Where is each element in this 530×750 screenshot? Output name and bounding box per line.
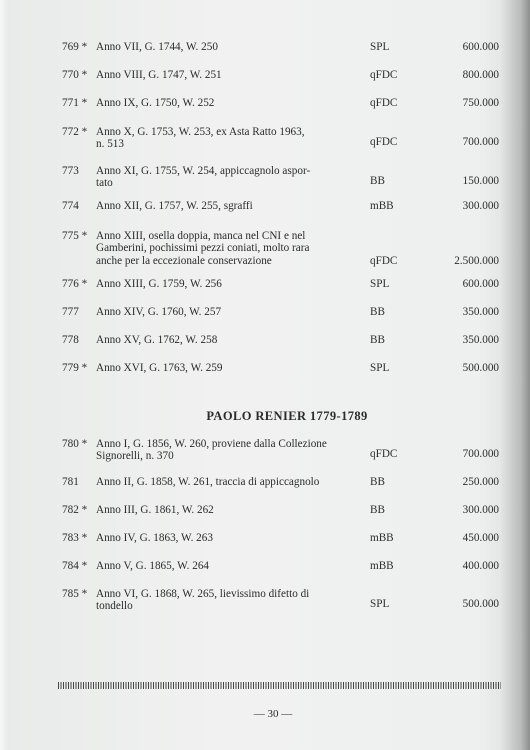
- lot-number: 781: [62, 476, 79, 488]
- lot-number: 769 *: [62, 41, 88, 53]
- lot-grade: mBB: [370, 200, 394, 212]
- lot-description-line: Anno IV, G. 1863, W. 263: [96, 532, 213, 544]
- lot-number: 785 *: [62, 588, 88, 600]
- lot-price: 250.000: [462, 476, 499, 488]
- lot-description-line: tondello: [96, 600, 133, 613]
- lot-number: 777: [62, 306, 79, 318]
- lot-price: 700.000: [462, 136, 499, 148]
- lot-description-line: Anno XIII, osella doppia, manca nel CNI e nel: [96, 230, 306, 242]
- lot-description-line: Signorelli, n. 370: [96, 450, 174, 463]
- lot-description-line: n. 513: [96, 138, 124, 151]
- lot-number: 771 *: [62, 97, 88, 109]
- lot-grade: SPL: [370, 278, 390, 290]
- lot-number: 772 *: [62, 126, 88, 138]
- lot-price: 350.000: [462, 306, 499, 318]
- lot-number: 773: [62, 165, 79, 177]
- lot-price: 350.000: [462, 334, 499, 346]
- lot-price: 700.000: [462, 448, 499, 460]
- lot-number: 780 *: [62, 438, 88, 450]
- lot-number: 784 *: [62, 560, 88, 572]
- lot-number: 774: [62, 200, 79, 212]
- lot-description: [96, 504, 341, 516]
- lot-number: 779 *: [62, 362, 88, 374]
- lot-price: 150.000: [462, 175, 499, 187]
- lot-description-line: anche per la eccezionale conservazione: [96, 254, 272, 267]
- lot-description-line: Anno IX, G. 1750, W. 252: [96, 97, 215, 109]
- lot-price: 2.500.000: [454, 255, 499, 267]
- lot-description: [96, 200, 341, 212]
- lot-description-line: Gamberini, pochissimi pezzi coniati, molto rara: [96, 242, 310, 255]
- lot-grade: mBB: [370, 560, 394, 572]
- lot-price: 750.000: [462, 97, 499, 109]
- lot-price: 450.000: [462, 532, 499, 544]
- catalog-page: [10, 0, 530, 750]
- lot-price: 300.000: [462, 200, 499, 212]
- lot-grade: qFDC: [370, 69, 398, 81]
- lot-description: [96, 438, 341, 463]
- lot-description: [96, 560, 341, 572]
- lot-number: 775 *: [62, 230, 88, 242]
- lot-grade: qFDC: [370, 97, 398, 109]
- lot-description-line: Anno X, G. 1753, W. 253, ex Asta Ratto 1963,: [96, 126, 305, 138]
- lot-description-line: Anno VIII, G. 1747, W. 251: [96, 69, 222, 81]
- lot-grade: qFDC: [370, 448, 398, 460]
- lot-grade: mBB: [370, 532, 394, 544]
- lot-price: 400.000: [462, 560, 499, 572]
- lot-description: [96, 588, 341, 613]
- lot-number: 778: [62, 334, 79, 346]
- lot-grade: BB: [370, 306, 385, 318]
- lot-number: 782 *: [62, 504, 88, 516]
- lot-description: [96, 97, 341, 109]
- lot-description-line: Anno XIII, G. 1759, W. 256: [96, 278, 222, 290]
- lot-description-line: Anno V, G. 1865, W. 264: [96, 560, 210, 572]
- lot-grade: SPL: [370, 41, 390, 53]
- lot-number: 776 *: [62, 278, 88, 290]
- page-number: — 30 —: [253, 708, 293, 720]
- lot-grade: BB: [370, 334, 385, 346]
- lot-description: [96, 41, 341, 53]
- lot-description: [96, 69, 341, 81]
- section-title: PAOLO RENIER 1779-1789: [206, 409, 368, 423]
- lot-description-line: Anno XI, G. 1755, W. 254, appiccagnolo aspor-: [96, 165, 311, 177]
- lot-grade: BB: [370, 476, 385, 488]
- lot-description-line: Anno XII, G. 1757, W. 255, sgraffi: [96, 200, 253, 212]
- lot-grade: qFDC: [370, 255, 398, 267]
- lot-description-line: Anno VI, G. 1868, W. 265, lievissimo difetto di: [96, 588, 310, 600]
- lot-grade: BB: [370, 504, 385, 516]
- lot-description-line: Anno XVI, G. 1763, W. 259: [96, 362, 223, 374]
- lot-number: 783 *: [62, 532, 88, 544]
- lot-description: [96, 362, 341, 374]
- lot-price: 600.000: [462, 41, 499, 53]
- lot-description-line: Anno XIV, G. 1760, W. 257: [96, 306, 222, 318]
- lot-grade: SPL: [370, 362, 390, 374]
- lot-description-line: Anno III, G. 1861, W. 262: [96, 504, 214, 516]
- lot-number: 770 *: [62, 69, 88, 81]
- lot-description: [96, 306, 341, 318]
- lot-description-line: tato: [96, 177, 113, 190]
- lot-description-line: Anno VII, G. 1744, W. 250: [96, 41, 218, 53]
- page-fold: [0, 0, 10, 750]
- lot-description: [96, 165, 341, 190]
- lot-description: [96, 334, 341, 346]
- page-edge-shadow: [500, 0, 530, 750]
- lot-price: 500.000: [462, 598, 499, 610]
- lot-grade: BB: [370, 175, 385, 187]
- lot-description: [96, 126, 341, 151]
- lot-description: [96, 476, 341, 488]
- lot-description: [96, 278, 341, 290]
- lot-description-line: Anno II, G. 1858, W. 261, traccia di appiccagnolo: [96, 476, 320, 488]
- lot-description-line: Anno I, G. 1856, W. 260, proviene dalla Collezione: [96, 438, 327, 450]
- lot-grade: qFDC: [370, 136, 398, 148]
- lot-price: 500.000: [462, 362, 499, 374]
- lot-price: 600.000: [462, 278, 499, 290]
- lot-grade: SPL: [370, 598, 390, 610]
- lot-description-line: Anno XV, G. 1762, W. 258: [96, 334, 218, 346]
- lot-price: 800.000: [462, 69, 499, 81]
- decorative-rule: [58, 682, 501, 689]
- lot-price: 300.000: [462, 504, 499, 516]
- lot-description: [96, 532, 341, 544]
- lot-description: [96, 230, 341, 267]
